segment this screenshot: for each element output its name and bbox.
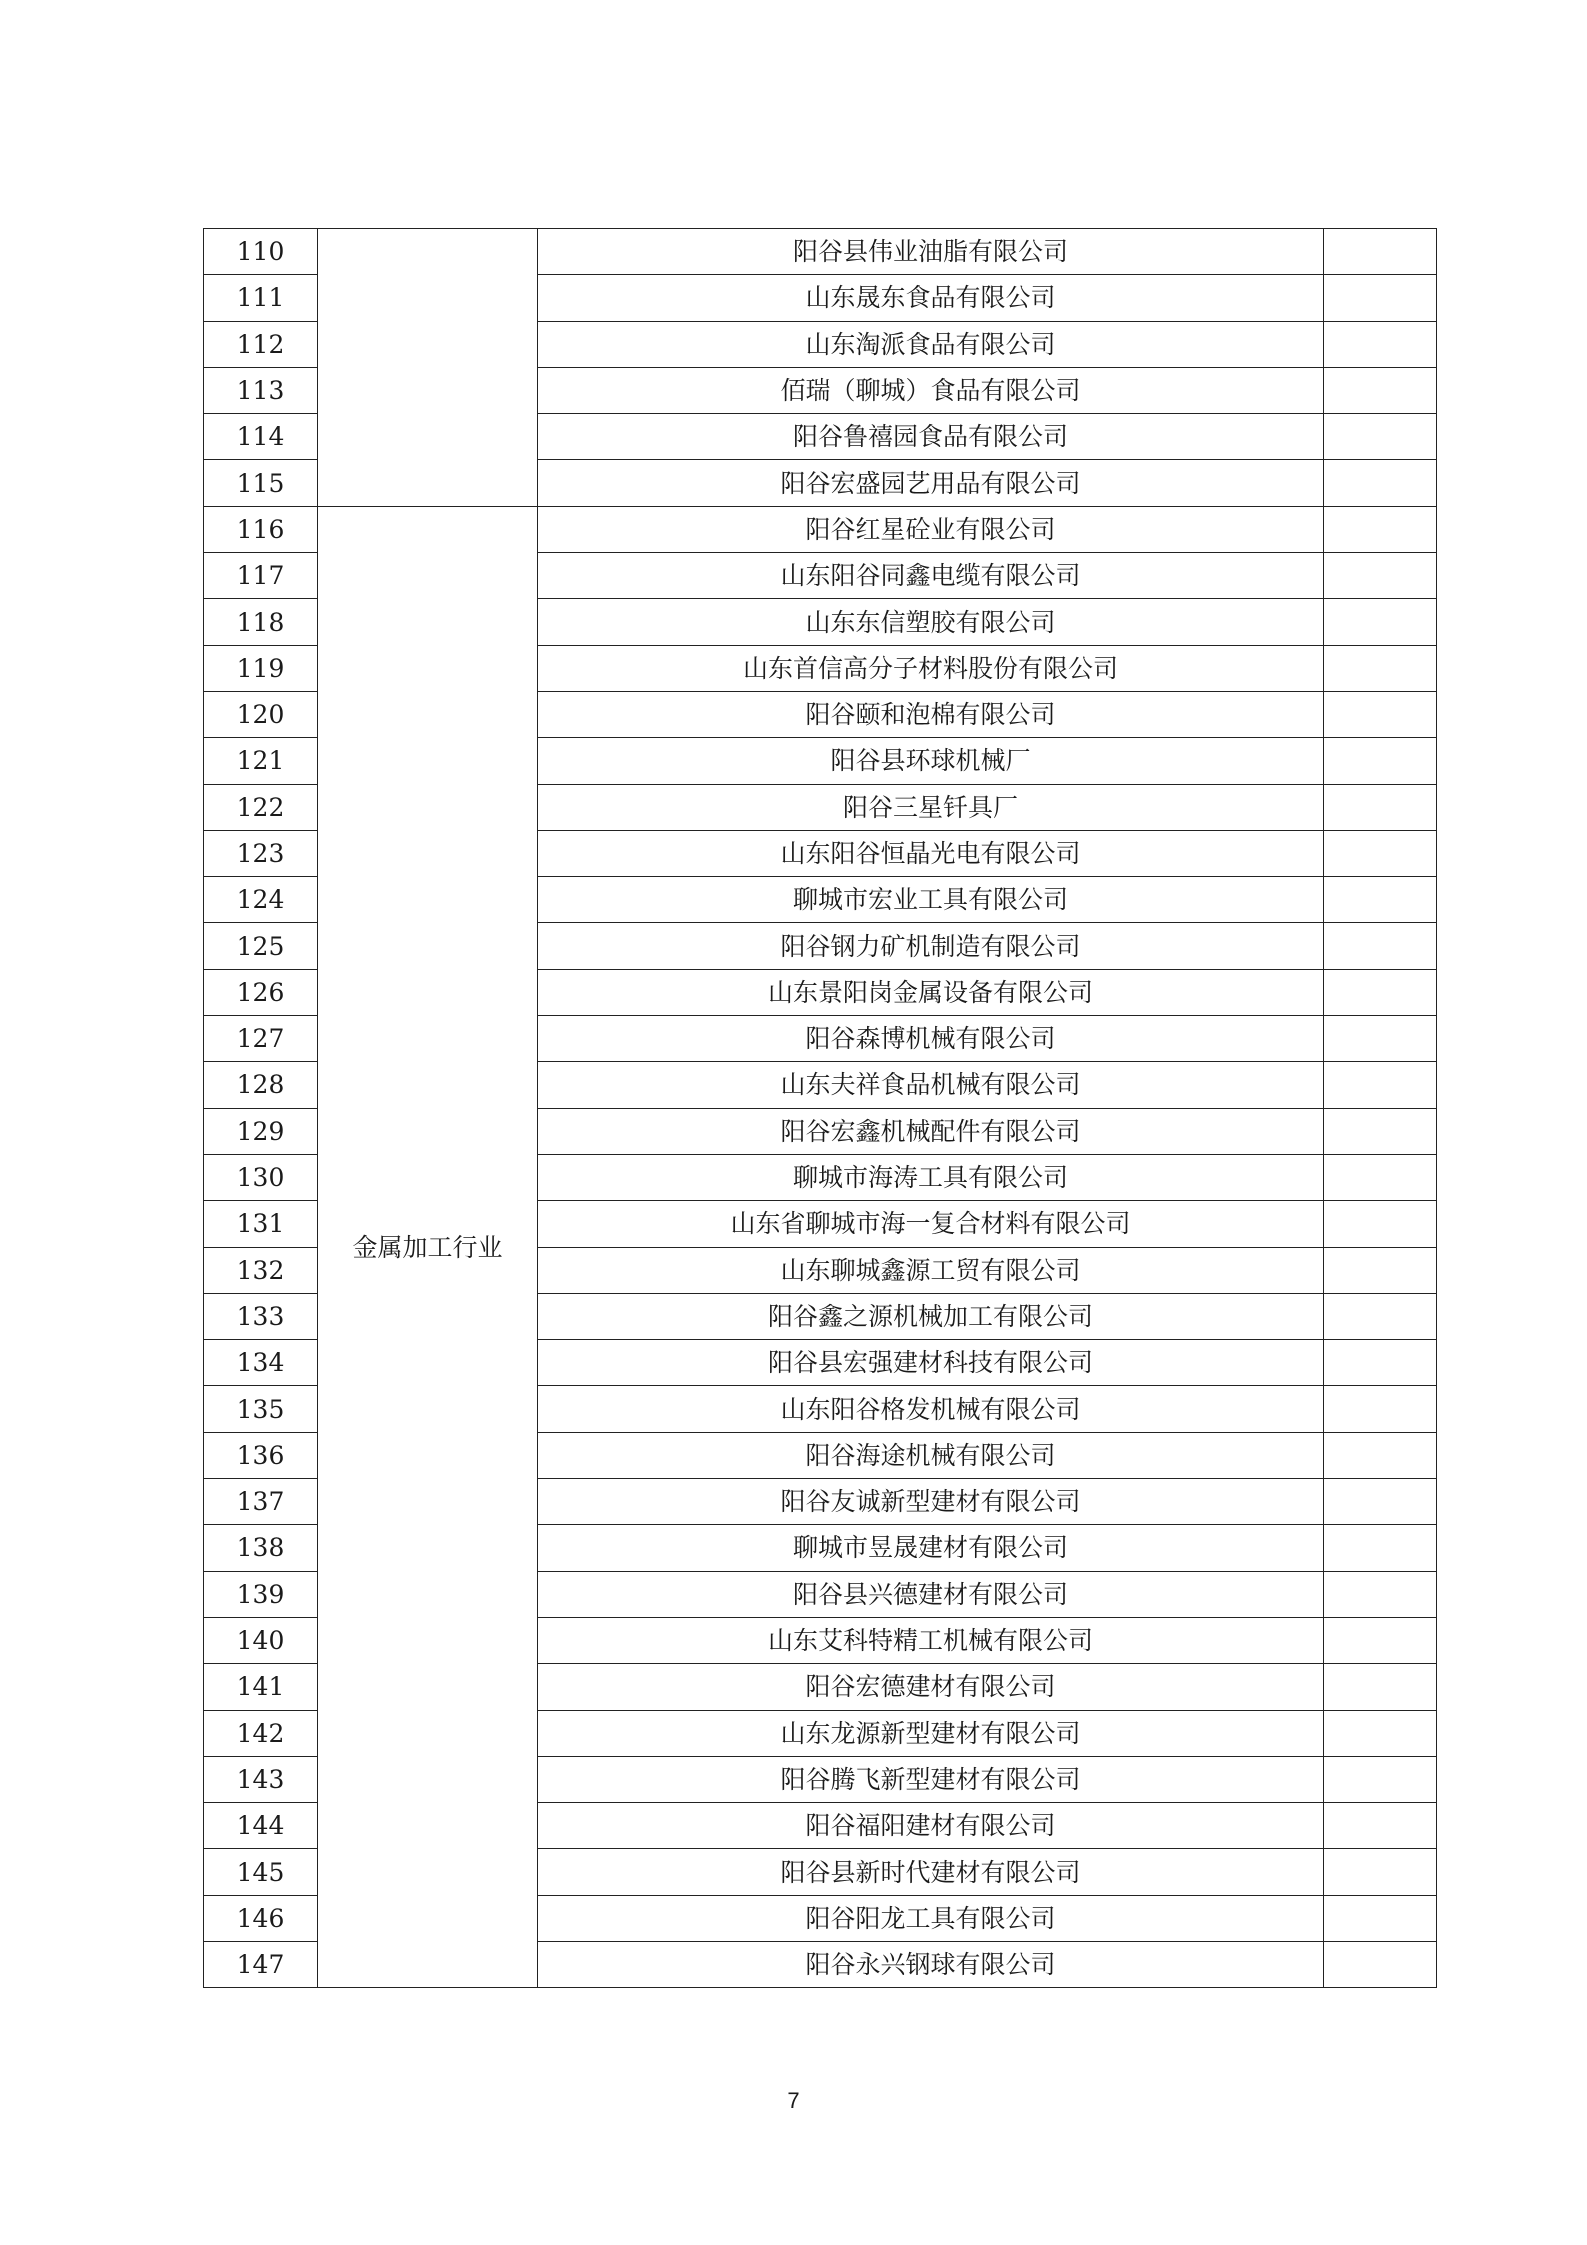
row-number-cell: 122 — [204, 784, 318, 830]
row-number-cell: 140 — [204, 1617, 318, 1663]
note-cell — [1324, 460, 1437, 506]
note-cell — [1324, 1293, 1437, 1339]
note-cell — [1324, 1803, 1437, 1849]
row-number-cell: 142 — [204, 1710, 318, 1756]
company-name-cell: 山东阳谷同鑫电缆有限公司 — [538, 553, 1324, 599]
company-name-cell: 阳谷阳龙工具有限公司 — [538, 1895, 1324, 1941]
company-name-cell: 阳谷海途机械有限公司 — [538, 1432, 1324, 1478]
row-number-cell: 124 — [204, 877, 318, 923]
company-name-cell: 阳谷三星钎具厂 — [538, 784, 1324, 830]
note-cell — [1324, 1941, 1437, 1987]
note-cell — [1324, 923, 1437, 969]
note-cell — [1324, 414, 1437, 460]
note-cell — [1324, 553, 1437, 599]
company-name-cell: 阳谷县新时代建材有限公司 — [538, 1849, 1324, 1895]
note-cell — [1324, 1617, 1437, 1663]
company-name-cell: 聊城市宏业工具有限公司 — [538, 877, 1324, 923]
company-name-cell: 山东东信塑胶有限公司 — [538, 599, 1324, 645]
row-number-cell: 112 — [204, 321, 318, 367]
company-name-cell: 阳谷宏盛园艺用品有限公司 — [538, 460, 1324, 506]
row-number-cell: 113 — [204, 367, 318, 413]
note-cell — [1324, 1664, 1437, 1710]
note-cell — [1324, 229, 1437, 275]
company-name-cell: 山东晟东食品有限公司 — [538, 275, 1324, 321]
note-cell — [1324, 645, 1437, 691]
company-name-cell: 山东淘派食品有限公司 — [538, 321, 1324, 367]
company-name-cell: 阳谷红星砼业有限公司 — [538, 506, 1324, 552]
note-cell — [1324, 969, 1437, 1015]
company-name-cell: 阳谷县兴德建材有限公司 — [538, 1571, 1324, 1617]
row-number-cell: 136 — [204, 1432, 318, 1478]
note-cell — [1324, 1386, 1437, 1432]
note-cell — [1324, 1340, 1437, 1386]
note-cell — [1324, 784, 1437, 830]
note-cell — [1324, 830, 1437, 876]
company-name-cell: 山东夫祥食品机械有限公司 — [538, 1062, 1324, 1108]
company-list-table — [203, 228, 1437, 1988]
company-name-cell: 山东艾科特精工机械有限公司 — [538, 1617, 1324, 1663]
note-cell — [1324, 321, 1437, 367]
company-name-cell: 山东阳谷格发机械有限公司 — [538, 1386, 1324, 1432]
row-number-cell: 137 — [204, 1479, 318, 1525]
industry-cell: 金属加工行业 — [318, 506, 538, 1988]
row-number-cell: 119 — [204, 645, 318, 691]
note-cell — [1324, 1432, 1437, 1478]
company-name-cell: 阳谷腾飞新型建材有限公司 — [538, 1756, 1324, 1802]
company-name-cell: 山东龙源新型建材有限公司 — [538, 1710, 1324, 1756]
note-cell — [1324, 1247, 1437, 1293]
company-name-cell: 山东景阳岗金属设备有限公司 — [538, 969, 1324, 1015]
row-number-cell: 147 — [204, 1941, 318, 1987]
note-cell — [1324, 1154, 1437, 1200]
company-name-cell: 阳谷鲁禧园食品有限公司 — [538, 414, 1324, 460]
row-number-cell: 133 — [204, 1293, 318, 1339]
row-number-cell: 146 — [204, 1895, 318, 1941]
note-cell — [1324, 367, 1437, 413]
note-cell — [1324, 877, 1437, 923]
note-cell — [1324, 1895, 1437, 1941]
row-number-cell: 111 — [204, 275, 318, 321]
company-name-cell: 阳谷友诚新型建材有限公司 — [538, 1479, 1324, 1525]
table-row — [204, 229, 1437, 275]
note-cell — [1324, 1525, 1437, 1571]
row-number-cell: 121 — [204, 738, 318, 784]
company-name-cell: 阳谷福阳建材有限公司 — [538, 1803, 1324, 1849]
company-name-cell: 阳谷永兴钢球有限公司 — [538, 1941, 1324, 1987]
row-number-cell: 120 — [204, 691, 318, 737]
row-number-cell: 132 — [204, 1247, 318, 1293]
row-number-cell: 134 — [204, 1340, 318, 1386]
row-number-cell: 144 — [204, 1803, 318, 1849]
company-name-cell: 阳谷县宏强建材科技有限公司 — [538, 1340, 1324, 1386]
row-number-cell: 115 — [204, 460, 318, 506]
row-number-cell: 145 — [204, 1849, 318, 1895]
company-name-cell: 聊城市昱晟建材有限公司 — [538, 1525, 1324, 1571]
row-number-cell: 126 — [204, 969, 318, 1015]
note-cell — [1324, 1710, 1437, 1756]
industry-cell — [318, 229, 538, 507]
note-cell — [1324, 1016, 1437, 1062]
row-number-cell: 116 — [204, 506, 318, 552]
row-number-cell: 114 — [204, 414, 318, 460]
row-number-cell: 125 — [204, 923, 318, 969]
company-name-cell: 阳谷钢力矿机制造有限公司 — [538, 923, 1324, 969]
note-cell — [1324, 1849, 1437, 1895]
company-table-body — [204, 229, 1437, 1988]
company-name-cell: 山东省聊城市海一复合材料有限公司 — [538, 1201, 1324, 1247]
company-name-cell: 阳谷县环球机械厂 — [538, 738, 1324, 784]
company-name-cell: 聊城市海涛工具有限公司 — [538, 1154, 1324, 1200]
company-name-cell: 阳谷颐和泡棉有限公司 — [538, 691, 1324, 737]
row-number-cell: 110 — [204, 229, 318, 275]
company-name-cell: 阳谷鑫之源机械加工有限公司 — [538, 1293, 1324, 1339]
note-cell — [1324, 1756, 1437, 1802]
row-number-cell: 135 — [204, 1386, 318, 1432]
row-number-cell: 131 — [204, 1201, 318, 1247]
row-number-cell: 141 — [204, 1664, 318, 1710]
row-number-cell: 128 — [204, 1062, 318, 1108]
row-number-cell: 123 — [204, 830, 318, 876]
note-cell — [1324, 599, 1437, 645]
row-number-cell: 138 — [204, 1525, 318, 1571]
company-name-cell: 山东阳谷恒晶光电有限公司 — [538, 830, 1324, 876]
company-name-cell: 阳谷宏德建材有限公司 — [538, 1664, 1324, 1710]
table-row — [204, 506, 1437, 552]
note-cell — [1324, 506, 1437, 552]
note-cell — [1324, 691, 1437, 737]
company-name-cell: 佰瑞（聊城）食品有限公司 — [538, 367, 1324, 413]
company-name-cell: 山东聊城鑫源工贸有限公司 — [538, 1247, 1324, 1293]
note-cell — [1324, 738, 1437, 784]
row-number-cell: 130 — [204, 1154, 318, 1200]
note-cell — [1324, 1479, 1437, 1525]
row-number-cell: 118 — [204, 599, 318, 645]
note-cell — [1324, 1571, 1437, 1617]
company-name-cell: 阳谷宏鑫机械配件有限公司 — [538, 1108, 1324, 1154]
note-cell — [1324, 1062, 1437, 1108]
company-name-cell: 山东首信高分子材料股份有限公司 — [538, 645, 1324, 691]
note-cell — [1324, 1108, 1437, 1154]
row-number-cell: 127 — [204, 1016, 318, 1062]
company-name-cell: 阳谷县伟业油脂有限公司 — [538, 229, 1324, 275]
row-number-cell: 143 — [204, 1756, 318, 1802]
company-name-cell: 阳谷森博机械有限公司 — [538, 1016, 1324, 1062]
row-number-cell: 129 — [204, 1108, 318, 1154]
row-number-cell: 139 — [204, 1571, 318, 1617]
row-number-cell: 117 — [204, 553, 318, 599]
page-number: 7 — [787, 2088, 800, 2113]
note-cell — [1324, 275, 1437, 321]
note-cell — [1324, 1201, 1437, 1247]
